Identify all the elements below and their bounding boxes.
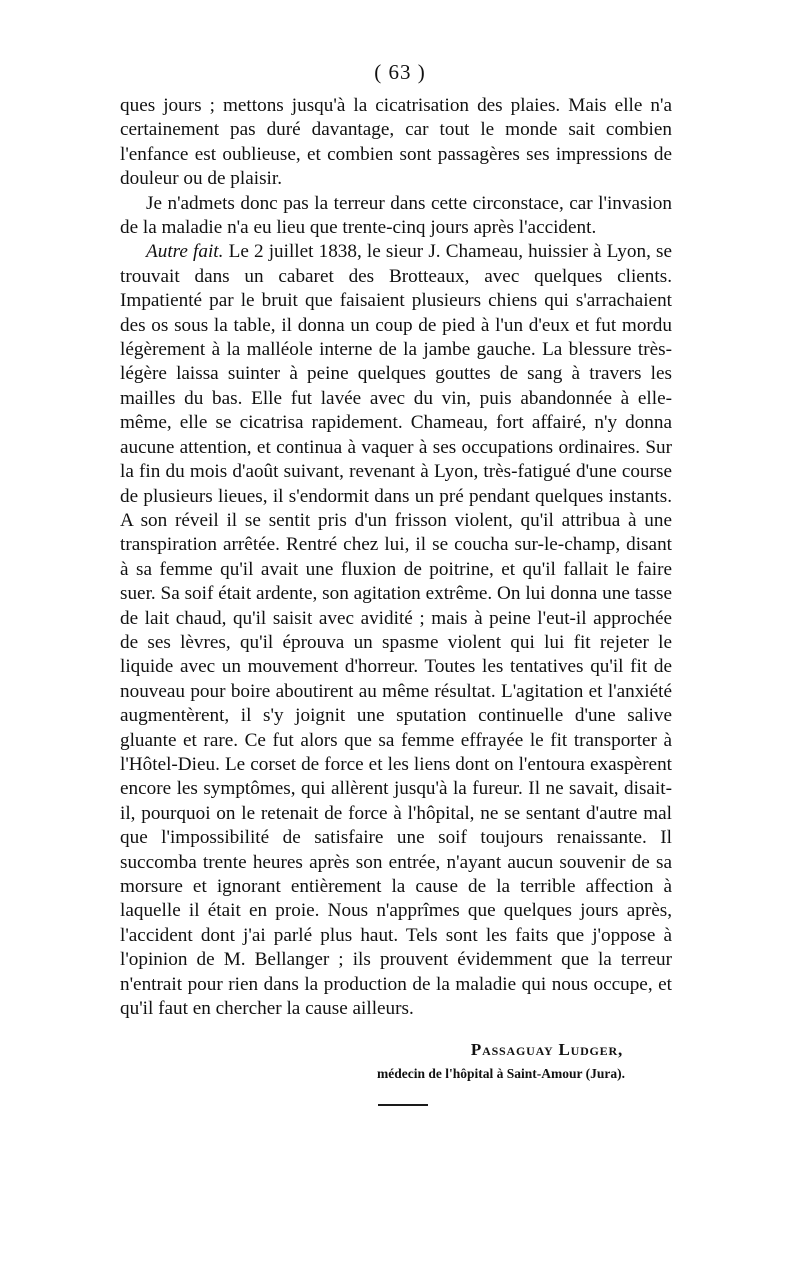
paragraph-3-text: Le 2 juillet 1838, le sieur J. Chameau, huissier à Lyon, se trouvait dans un cabaret des Brotteaux, avec quelques clients. Impatienté par le bruit que faisaient plusieurs chiens qui s'arrachaient des os sous la table, il donna un coup de pied à l'un d'eux et fut mordu légèrement à la malléole interne de la jambe gauche. La blessure très-légère laissa suinter à peine quelques gouttes de sang à travers les mailles du bas. Elle fut lavée avec du vin, puis abandonnée à elle-même, elle se cicatrisa rapidement. Chameau, fort affairé, n'y donna aucune attention, et continua à vaquer à ses occupations ordinaires. Sur la fin du mois d'août suivant, revenant à Lyon, très-fatigué d'une course de plusieurs lieues, il s'endormit dans un pré pendant quelques instants. A son réveil il se sentit pris d'un frisson violent, qu'il attribua à une transpiration arrêtée. Rentré chez lui, il se coucha sur-le-champ, disant à sa femme qu'il avait une fluxion de poitrine, et qu'il fallait le faire suer. Sa soif était ardente, son agitation extrême. On lui donna une tasse de lait chaud, qu'il saisit avec avidité ; mais à peine l'eut-il approchée de ses lèvres, qu'il éprouva un spasme violent qui lui fit rejeter le liquide avec un mouvement d'horreur. Toutes les tentatives qu'il fit de nouveau pour boire aboutirent au même résultat. L'agitation et l'anxiété augmentèrent, il s'y joignit une sputation continuelle d'une salive gluante et rare. Ce fut alors que sa femme effrayée le fit transporter à l'Hôtel-Dieu. Le corset de force et les liens dont on l'entoura exaspèrent encore les symptômes, qui allèrent jusqu'à la fureur. Il ne savait, disait-il, pourquoi on le retenait de force à l'hôpital, ne se sentant d'autre mal que l'impossibilité de satisfaire une soif toujours renaissante. Il succomba trente heures après son entrée, n'ayant aucun souvenir de sa morsure et ignorant entièrement la cause de la terrible affection à laquelle il était en proie. Nous n'apprîmes que quelques jours après, l'accident dont j'ai parlé plus haut. Tels sont les faits que j'oppose à l'opinion de M. Bellanger ; ils prouvent évidemment que la terreur n'entrait pour rien dans la production de la maladie qui nous occupe, et qu'il faut en chercher la cause ailleurs. [120, 241, 672, 1020]
author-signature: Passaguay Ludger, [470, 1040, 623, 1059]
paragraph-3 [120, 240, 672, 1021]
paragraph-1: ques jours ; mettons jusqu'à la cicatrisation des plaies. Mais elle n'a certainement pas duré davantage, car tout le monde sait combien l'enfance est oublieuse, et combien sont passagères ses impressions de douleur ou de plaisir. [120, 95, 672, 190]
body-text [120, 94, 672, 1021]
author-affiliation: médecin de l'hôpital à Saint-Amour (Jura). [376, 1066, 625, 1081]
paragraph-2: Je n'admets donc pas la terreur dans cette circonstace, car l'invasion de la maladie n'a eu lieu que trente-cinq jours après l'accident. [120, 192, 672, 239]
paragraph-lead: Autre fait. [146, 241, 224, 263]
end-rule-divider [378, 1104, 428, 1106]
page-number: ( 63 ) [374, 60, 426, 84]
